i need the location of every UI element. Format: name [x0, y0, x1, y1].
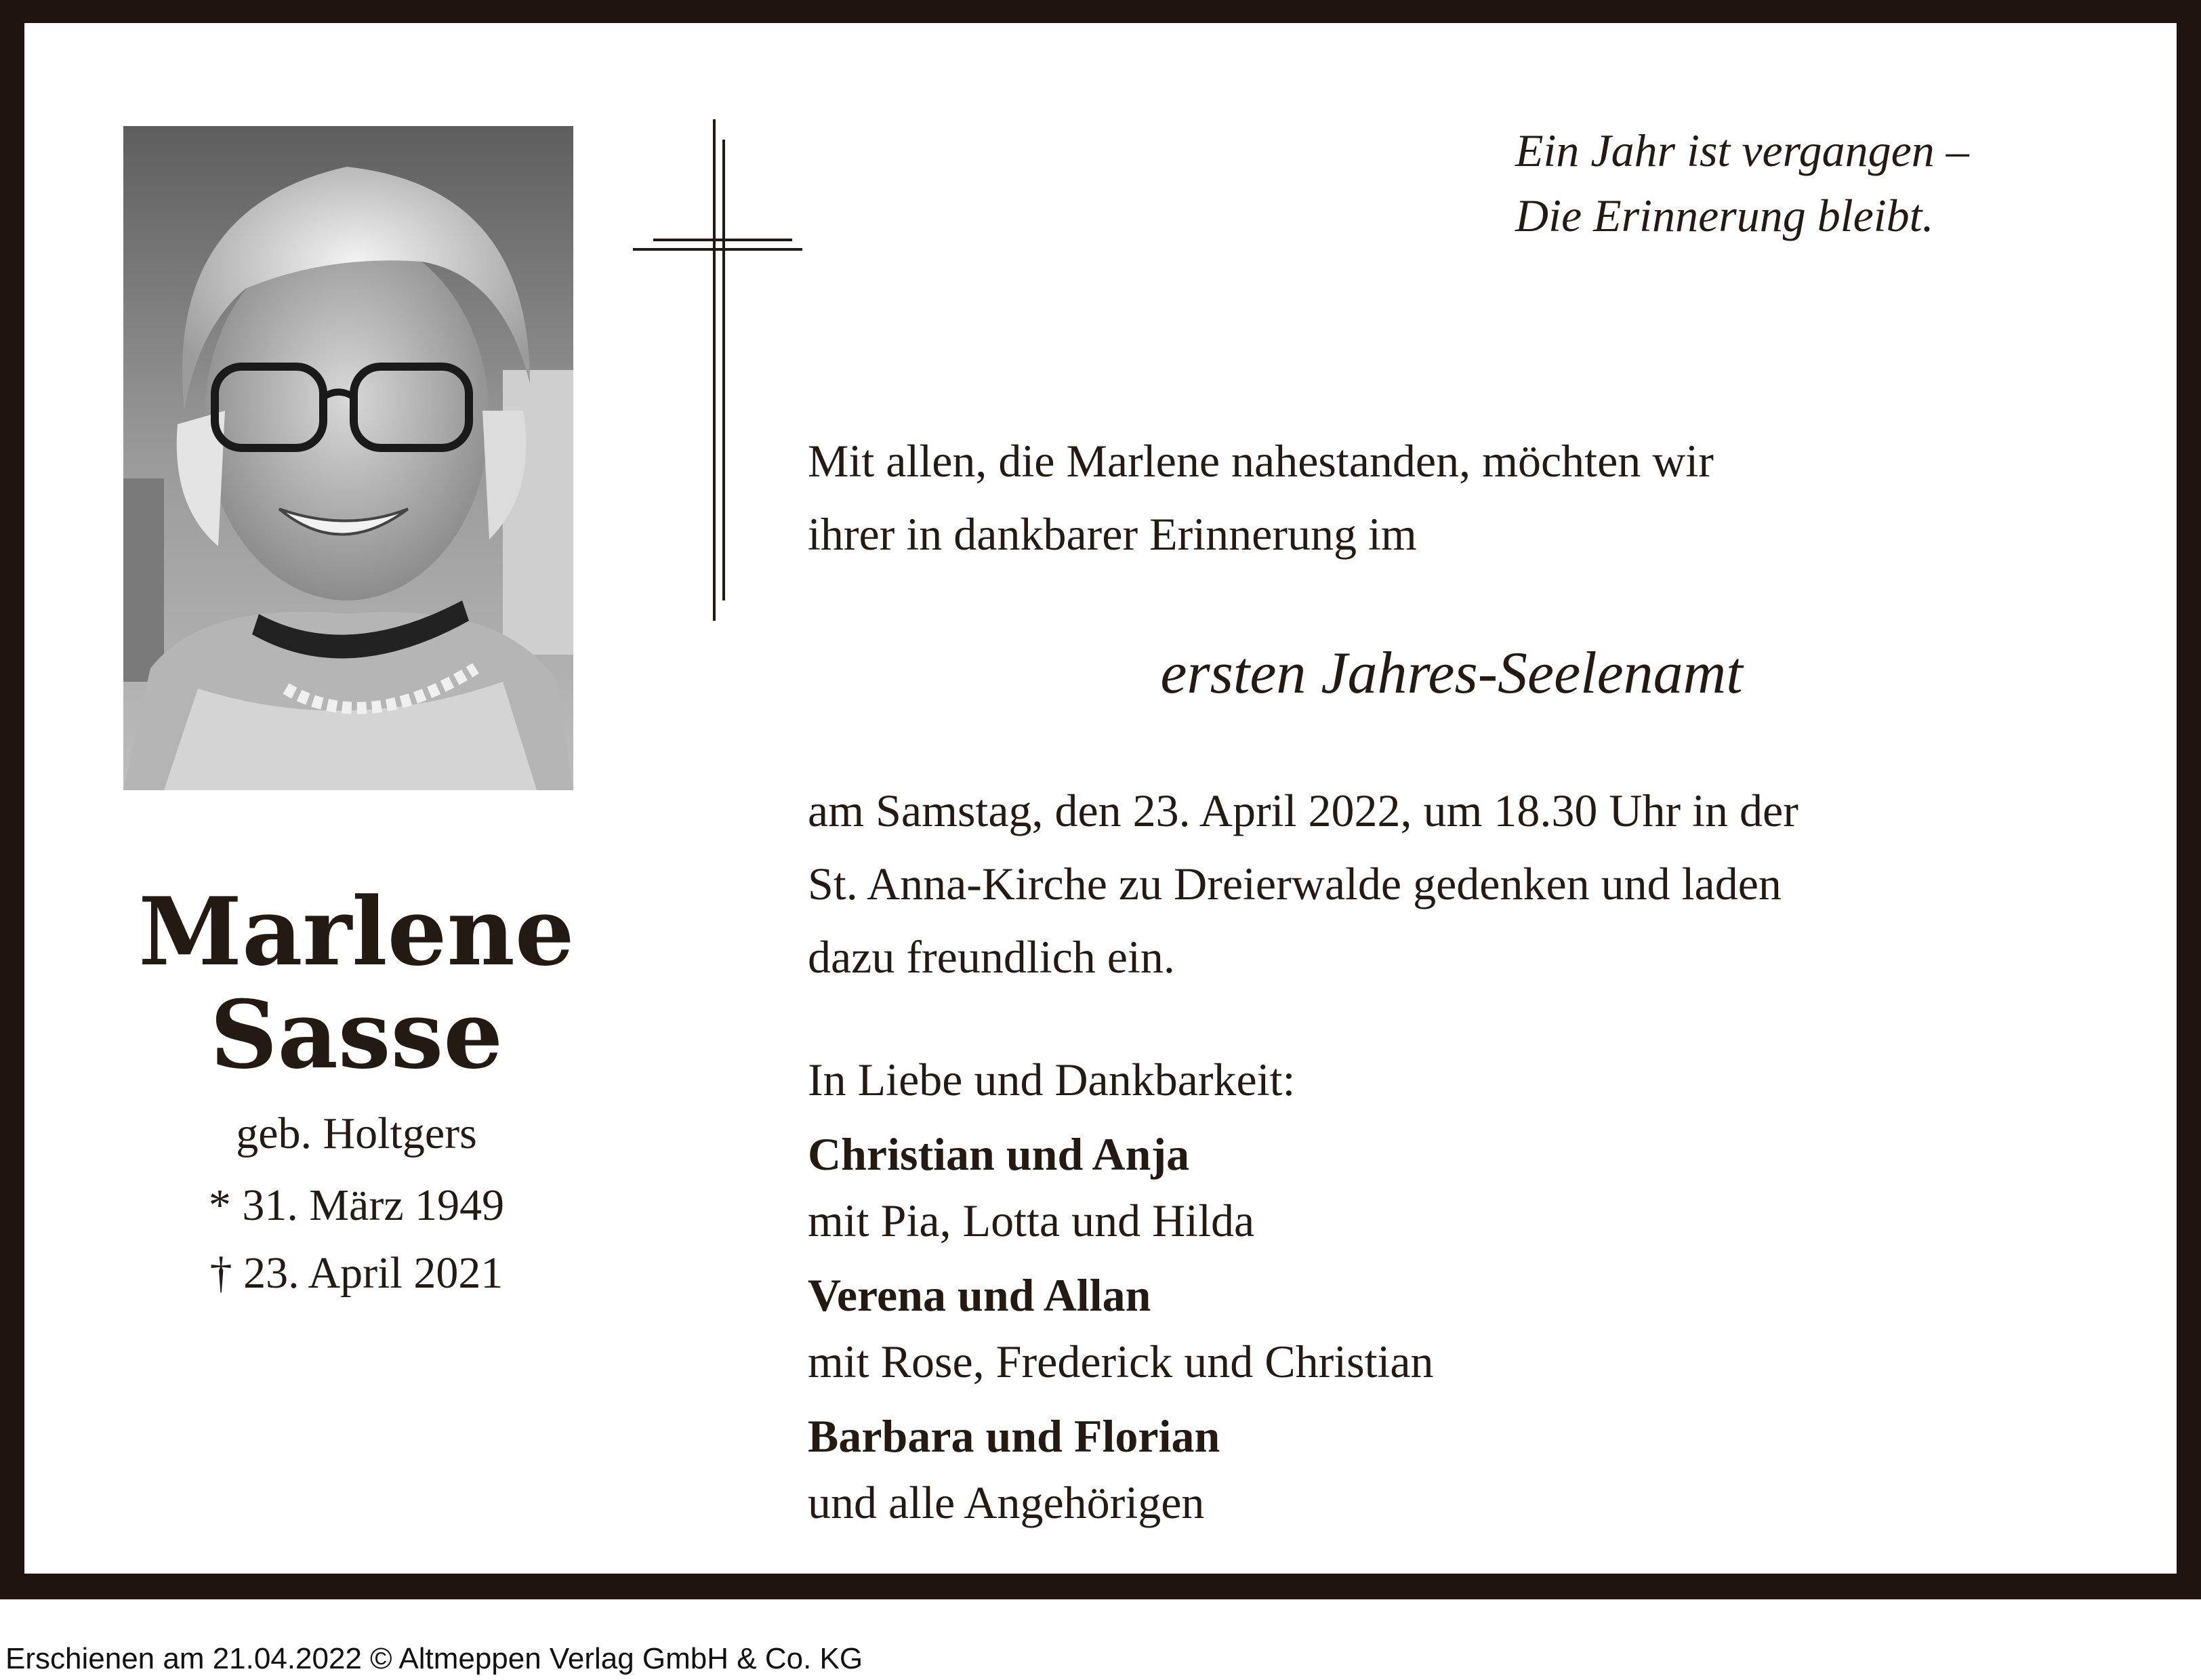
- family-detail: und alle Angehörigen: [808, 1477, 1205, 1528]
- family-group: [808, 1262, 2095, 1395]
- family-group: [808, 1121, 2095, 1254]
- quote-line-2: Die Erinnerung bleibt.: [1515, 190, 1934, 241]
- life-dates: [106, 1172, 607, 1307]
- family-detail: mit Pia, Lotta und Hilda: [808, 1195, 1255, 1246]
- service-details: [808, 774, 2095, 993]
- intro-line-2: ihrer in dankbarer Erinnerung im: [808, 508, 1417, 560]
- details-line-2: St. Anna-Kirche zu Dreierwalde gedenken und laden: [808, 858, 1782, 909]
- first-name: Marlene: [138, 876, 575, 987]
- memorial-quote: [1515, 118, 2112, 248]
- maiden-name: geb. Holtgers: [236, 1109, 477, 1158]
- death-date: 23. April 2021: [243, 1248, 503, 1298]
- details-line-1: am Samstag, den 23. April 2022, um 18.30 Uhr in der: [808, 785, 1798, 836]
- portrait-photo: [123, 126, 573, 790]
- quote-line-1: Ein Jahr ist vergangen –: [1515, 125, 1969, 176]
- family-name: Verena und Allan: [808, 1269, 1151, 1321]
- family-detail: mit Rose, Frederick und Christian: [808, 1336, 1434, 1387]
- closing-phrase: In Liebe und Dankbarkeit:: [808, 1054, 1296, 1105]
- details-line-3: dazu freundlich ein.: [808, 931, 1175, 983]
- intro-line-1: Mit allen, die Marlene nahestanden, möchten wir: [808, 435, 1714, 487]
- intro-paragraph: [808, 424, 2095, 571]
- family-name: Christian und Anja: [808, 1128, 1190, 1180]
- cross-icon: [633, 119, 802, 621]
- dagger-icon: †: [209, 1248, 232, 1298]
- birth-date: * 31. März 1949: [208, 1181, 505, 1230]
- family-group: [808, 1403, 2095, 1536]
- deceased-info: [106, 876, 607, 1307]
- portrait-illustration: [123, 126, 573, 790]
- publication-footer: Erschienen am 21.04.2022 © Altmeppen Verlag GmbH & Co. KG: [5, 1642, 863, 1675]
- death-date-row: [106, 1239, 607, 1307]
- service-title: ersten Jahres-Seelenamt: [1160, 640, 1743, 706]
- cross-svg: [633, 119, 802, 621]
- signatures: [808, 1046, 2095, 1536]
- notice-inner: [24, 23, 2177, 1574]
- family-name: Barbara und Florian: [808, 1410, 1220, 1462]
- last-name: Sasse: [209, 979, 503, 1090]
